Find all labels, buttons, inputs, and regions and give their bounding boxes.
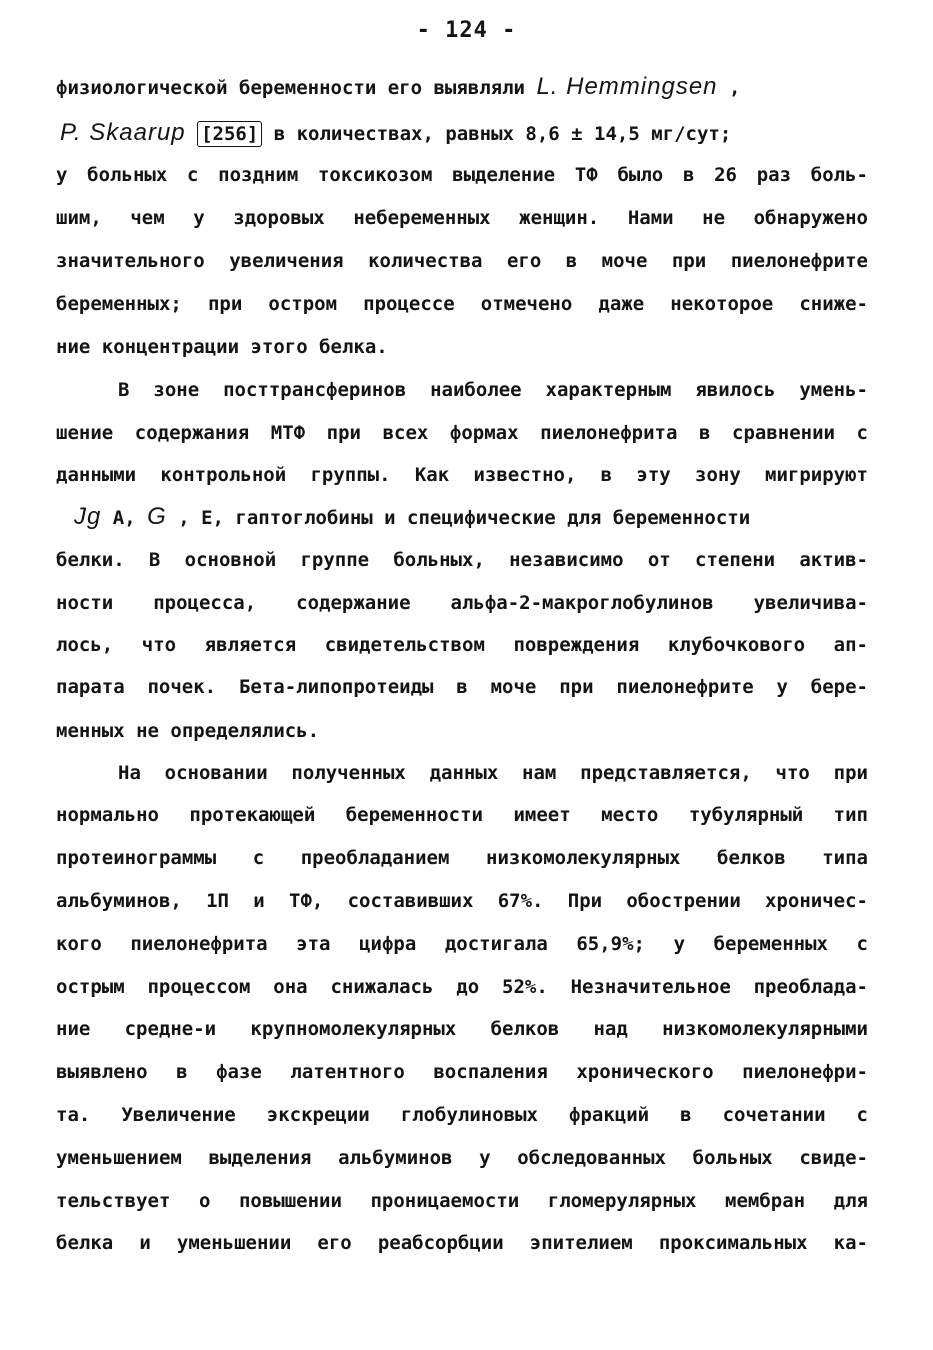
latin-term: G — [147, 503, 167, 530]
text-line — [56, 332, 868, 362]
text-segment: уменьшением выделения альбуминов у обследованных больных свиде- — [56, 1147, 868, 1169]
text-segment: нормально протекающей беременности имеет место тубулярный тип — [56, 804, 868, 826]
text-segment: острым процессом она снижалась до 52%. Незначительное преоблада- — [56, 976, 868, 998]
text-segment: На основании полученных данных нам представляется, что при — [118, 762, 868, 784]
text-line — [56, 160, 868, 190]
text-line — [56, 672, 868, 702]
text-line — [56, 460, 868, 490]
text-segment: ние концентрации этого белка. — [56, 336, 388, 358]
text-line — [56, 716, 868, 746]
text-segment: шим, чем у здоровых небеременных женщин. Нами не обнаружено — [56, 207, 868, 229]
text-segment: лось, что является свидетельством повреждения клубочкового ап- — [56, 634, 868, 656]
text-line — [60, 118, 868, 148]
text-line — [56, 1057, 868, 1087]
text-line — [118, 758, 868, 788]
reference-number: [256] — [197, 121, 262, 147]
text-line — [56, 418, 868, 448]
text-line — [56, 289, 868, 319]
text-segment: в количествах, равных 8,6 ± 14,5 мг/сут; — [262, 123, 732, 145]
text-segment: кого пиелонефрита эта цифра достигала 65,9%; у беременных с — [56, 933, 868, 955]
text-line — [56, 843, 868, 873]
page-number: - 124 - — [416, 18, 517, 43]
text-segment: шение содержания МТФ при всех формах пиелонефрита в сравнении с — [56, 422, 868, 444]
text-line — [56, 1100, 868, 1130]
latin-term: P. Skaarup — [60, 119, 186, 146]
text-segment: у больных с поздним токсикозом выделение ТФ было в 26 раз боль- — [56, 164, 868, 186]
text-line — [56, 1228, 868, 1258]
text-segment: В зоне посттрансферинов наиболее характерным явилось умень- — [118, 379, 868, 401]
text-line — [56, 630, 868, 660]
text-line — [56, 1014, 868, 1044]
text-line — [56, 972, 868, 1002]
text-segment: тельствует о повышении проницаемости гломерулярных мембран для — [56, 1190, 868, 1212]
text-segment: та. Увеличение экскреции глобулиновых фракций в сочетании с — [56, 1104, 868, 1126]
text-segment: ние средне-и крупномолекулярных белков над низкомолекулярными — [56, 1018, 868, 1040]
text-line — [56, 246, 868, 276]
text-segment: менных не определялись. — [56, 720, 320, 742]
text-segment: беременных; при остром процессе отмечено даже некоторое сниже- — [56, 293, 868, 315]
text-segment: выявлено в фазе латентного воспаления хронического пиелонефри- — [56, 1061, 868, 1083]
text-line — [56, 1143, 868, 1173]
text-segment: белки. В основной группе больных, независимо от степени актив- — [56, 549, 868, 571]
text-line — [56, 886, 868, 916]
text-segment: альбуминов, 1П и ТФ, составивших 67%. При обострении хроничес- — [56, 890, 868, 912]
text-line — [56, 203, 868, 233]
text-segment: , — [717, 77, 741, 99]
text-segment: ности процесса, содержание альфа-2-макроглобулинов увеличива- — [56, 592, 868, 614]
text-line — [118, 375, 868, 405]
text-segment: , Е, гаптоглобины и специфические для беременности — [166, 507, 751, 529]
text-segment: данными контрольной группы. Как известно, в эту зону мигрируют — [56, 464, 868, 486]
text-segment: белка и уменьшении его реабсорбции эпителием проксимальных ка- — [56, 1232, 868, 1254]
text-line — [56, 545, 868, 575]
text-segment: протеинограммы с преобладанием низкомолекулярных белков типа — [56, 847, 868, 869]
text-segment: А, — [101, 507, 148, 529]
text-line — [56, 800, 868, 830]
text-line — [56, 588, 868, 618]
text-line — [74, 502, 868, 532]
latin-term: Jg — [74, 503, 102, 530]
text-segment: физиологической беременности его выявляли — [56, 77, 537, 99]
text-line — [56, 72, 868, 102]
text-line — [56, 929, 868, 959]
text-line — [56, 1186, 868, 1216]
latin-term: L. Hemmingsen — [536, 73, 718, 100]
text-segment — [186, 123, 197, 145]
text-segment: парата почек. Бета-липопротеиды в моче при пиелонефрите у бере- — [56, 676, 868, 698]
text-segment: значительного увеличения количества его в моче при пиелонефрите — [56, 250, 868, 272]
